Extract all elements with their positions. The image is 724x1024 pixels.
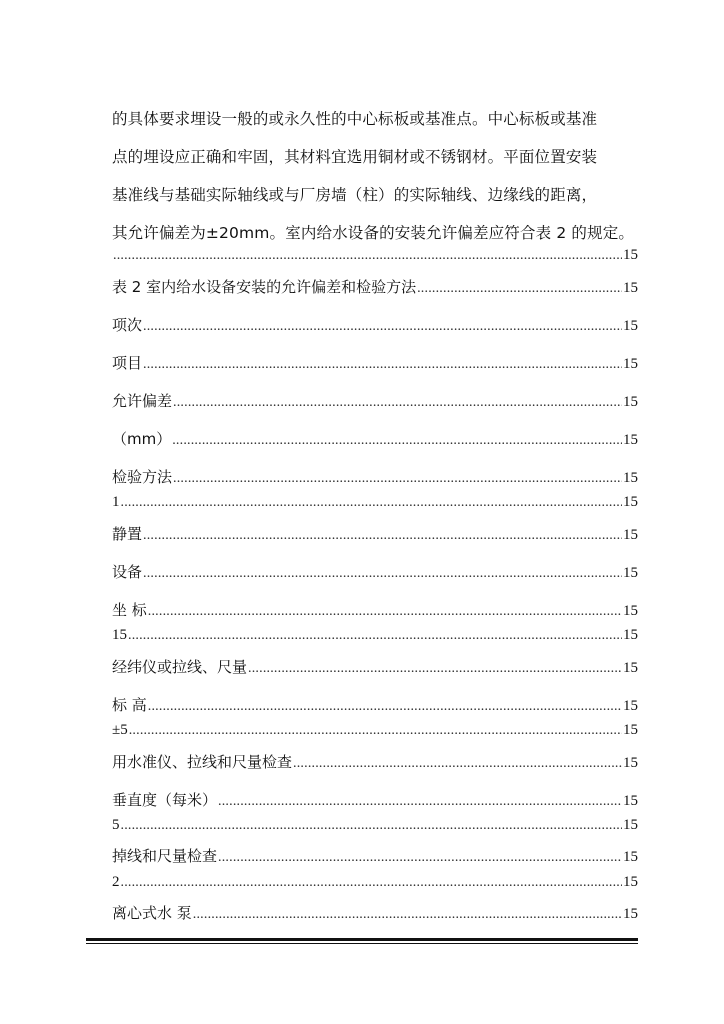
toc-entry-label: 经纬仪或拉线、尺量	[112, 658, 248, 676]
paragraph-line: 点的埋设应正确和牢固，其材料宜选用铜材或不锈钢材。平面位置安装	[112, 148, 598, 166]
body-paragraph	[112, 100, 642, 252]
toc-page-number: 15	[623, 470, 638, 486]
toc-leader-dots	[417, 281, 622, 297]
toc-leader-dots	[129, 723, 622, 739]
toc-entry-label: 允许偏差	[112, 392, 173, 410]
toc-leader-dots	[173, 471, 622, 487]
footer-rule-thin	[86, 943, 638, 944]
toc-page-number: 15	[623, 755, 638, 771]
toc-leader-dots	[293, 756, 622, 772]
toc-leader-dots	[248, 661, 622, 677]
toc-entry-label: 检验方法	[112, 468, 173, 486]
toc-entry[interactable]	[112, 817, 638, 834]
toc-entry-label: 掉线和尺量检查	[112, 847, 218, 865]
toc-entry[interactable]	[112, 428, 638, 449]
toc-leader-dots	[113, 248, 622, 264]
toc-entry-label: 15	[112, 627, 127, 643]
toc-entry-label: 用水准仪、拉线和尺量检查	[112, 753, 293, 771]
toc-page-number: 15	[623, 432, 638, 448]
toc-entry[interactable]	[112, 561, 638, 582]
toc-page-number: 15	[623, 722, 638, 738]
toc-leader-dots	[148, 699, 622, 715]
toc-entry[interactable]	[112, 247, 638, 264]
toc-leader-dots	[218, 850, 622, 866]
toc-entry-label: ±5	[112, 722, 128, 738]
toc-entry[interactable]	[112, 656, 638, 677]
toc-entry[interactable]	[112, 845, 638, 866]
paragraph-line: 的具体要求埋设一般的或永久性的中心标板或基准点。中心标板或基准	[112, 110, 598, 128]
toc-entry[interactable]	[112, 314, 638, 335]
toc-entry-label: 2	[112, 874, 120, 890]
toc-entry-label: 离心式水 泵	[112, 904, 192, 922]
toc-leader-dots	[128, 628, 622, 644]
toc-page-number: 15	[623, 565, 638, 581]
toc-entry[interactable]	[112, 722, 638, 739]
toc-entry[interactable]	[112, 494, 638, 511]
toc-leader-dots	[143, 528, 622, 544]
toc-leader-dots	[148, 604, 622, 620]
toc-leader-dots	[143, 357, 622, 373]
toc-page-number: 15	[623, 906, 638, 922]
toc-page-number: 15	[623, 494, 638, 510]
toc-page-number: 15	[623, 527, 638, 543]
toc-entry-label: 项目	[112, 354, 143, 372]
toc-entry[interactable]	[112, 789, 638, 810]
toc-page-number: 15	[623, 247, 638, 263]
toc-entry-label: 设备	[112, 563, 143, 581]
toc-leader-dots	[193, 907, 622, 923]
toc-entry[interactable]	[112, 627, 638, 644]
toc-entry-label: 表 2 室内给水设备安装的允许偏差和检验方法	[112, 278, 417, 296]
toc-leader-dots	[143, 566, 622, 582]
paragraph-line: 其允许偏差为±20mm。室内给水设备的安装允许偏差应符合表 2 的规定。	[112, 224, 635, 242]
toc-page-number: 15	[623, 817, 638, 833]
toc-page-number: 15	[623, 356, 638, 372]
toc-leader-dots	[172, 433, 622, 449]
toc-page-number: 15	[623, 874, 638, 890]
toc-leader-dots	[218, 794, 622, 810]
toc-entry[interactable]	[112, 523, 638, 544]
toc-entry-label: 坐 标	[112, 601, 147, 619]
toc-leader-dots	[121, 818, 623, 834]
toc-entry[interactable]	[112, 352, 638, 373]
toc-entry[interactable]	[112, 874, 638, 891]
toc-leader-dots	[121, 495, 623, 511]
toc-page-number: 15	[623, 318, 638, 334]
toc-page-number: 15	[623, 394, 638, 410]
toc-entry[interactable]	[112, 390, 638, 411]
toc-page-number: 15	[623, 627, 638, 643]
toc-entry-label: 5	[112, 817, 120, 833]
paragraph-line: 基准线与基础实际轴线或与厂房墙（柱）的实际轴线、边缘线的距离，	[112, 186, 598, 204]
toc-entry[interactable]	[112, 902, 638, 923]
toc-page-number: 15	[623, 603, 638, 619]
toc-leader-dots	[121, 875, 623, 891]
toc-leader-dots	[173, 395, 622, 411]
toc-entry[interactable]	[112, 599, 638, 620]
toc-leader-dots	[143, 319, 622, 335]
toc-entry[interactable]	[112, 466, 638, 487]
toc-page-number: 15	[623, 793, 638, 809]
toc-page-number: 15	[623, 849, 638, 865]
toc-entry-label: 项次	[112, 316, 143, 334]
toc-page-number: 15	[623, 660, 638, 676]
toc-entry-label: 垂直度（每米）	[112, 791, 218, 809]
toc-entry[interactable]	[112, 751, 638, 772]
toc-page-number: 15	[623, 280, 638, 296]
toc-page-number: 15	[623, 698, 638, 714]
toc-entry-label: （mm）	[112, 430, 172, 448]
toc-entry[interactable]	[112, 694, 638, 715]
footer-double-rule	[86, 938, 638, 944]
toc-entry-label: 标 高	[112, 696, 147, 714]
footer-rule-thick	[86, 938, 638, 941]
toc-entry-label: 静置	[112, 525, 143, 543]
toc-entry[interactable]	[112, 276, 638, 297]
toc-entry-label: 1	[112, 494, 120, 510]
